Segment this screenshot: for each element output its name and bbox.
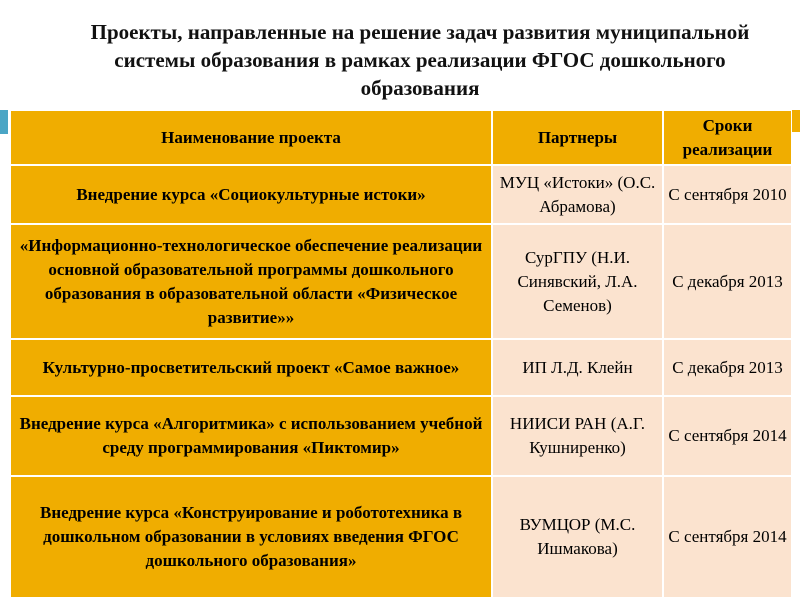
project-dates: С сентября 2010 (664, 166, 791, 223)
project-partners: НИИСИ РАН (А.Г. Кушниренко) (493, 397, 662, 475)
right-accent-bar (792, 110, 800, 132)
project-name: Внедрение курса «Социокультурные истоки» (11, 166, 491, 223)
table-row (11, 397, 791, 475)
header-partners: Партнеры (493, 111, 662, 164)
table-row (11, 225, 791, 338)
project-name: Внедрение курса «Алгоритмика» с использованием учебной среду программирования «Пиктомир» (11, 397, 491, 475)
project-partners: СурГПУ (Н.И. Синявский, Л.А. Семенов) (493, 225, 662, 338)
page-title: Проекты, направленные на решение задач развития муниципальной системы образования в рамках реализации ФГОС дошкольного образования (90, 20, 750, 100)
header-name: Наименование проекта (11, 111, 491, 164)
table-row (11, 166, 791, 223)
left-accent-bar (0, 110, 8, 134)
project-dates: С сентября 2014 (664, 397, 791, 475)
project-name: Культурно-просветительский проект «Самое важное» (11, 340, 491, 395)
project-partners: ИП Л.Д. Клейн (493, 340, 662, 395)
project-dates: С сентября 2014 (664, 477, 791, 597)
project-partners: ВУМЦОР (М.С. Ишмакова) (493, 477, 662, 597)
project-partners: МУЦ «Истоки» (О.С. Абрамова) (493, 166, 662, 223)
project-dates: С декабря 2013 (664, 340, 791, 395)
project-name: «Информационно-технологическое обеспечение реализации основной образовательной программы дошкольного образования в образовательной области «Физическое развитие»» (11, 225, 491, 338)
table-row (11, 340, 791, 395)
project-dates: С декабря 2013 (664, 225, 791, 338)
projects-table (9, 109, 793, 599)
project-name: Внедрение курса «Конструирование и робототехника в дошкольном образовании в условиях введения ФГОС дошкольного образования» (11, 477, 491, 597)
header-dates: Сроки реализации (664, 111, 791, 164)
table-header (11, 111, 791, 164)
table-row (11, 477, 791, 597)
